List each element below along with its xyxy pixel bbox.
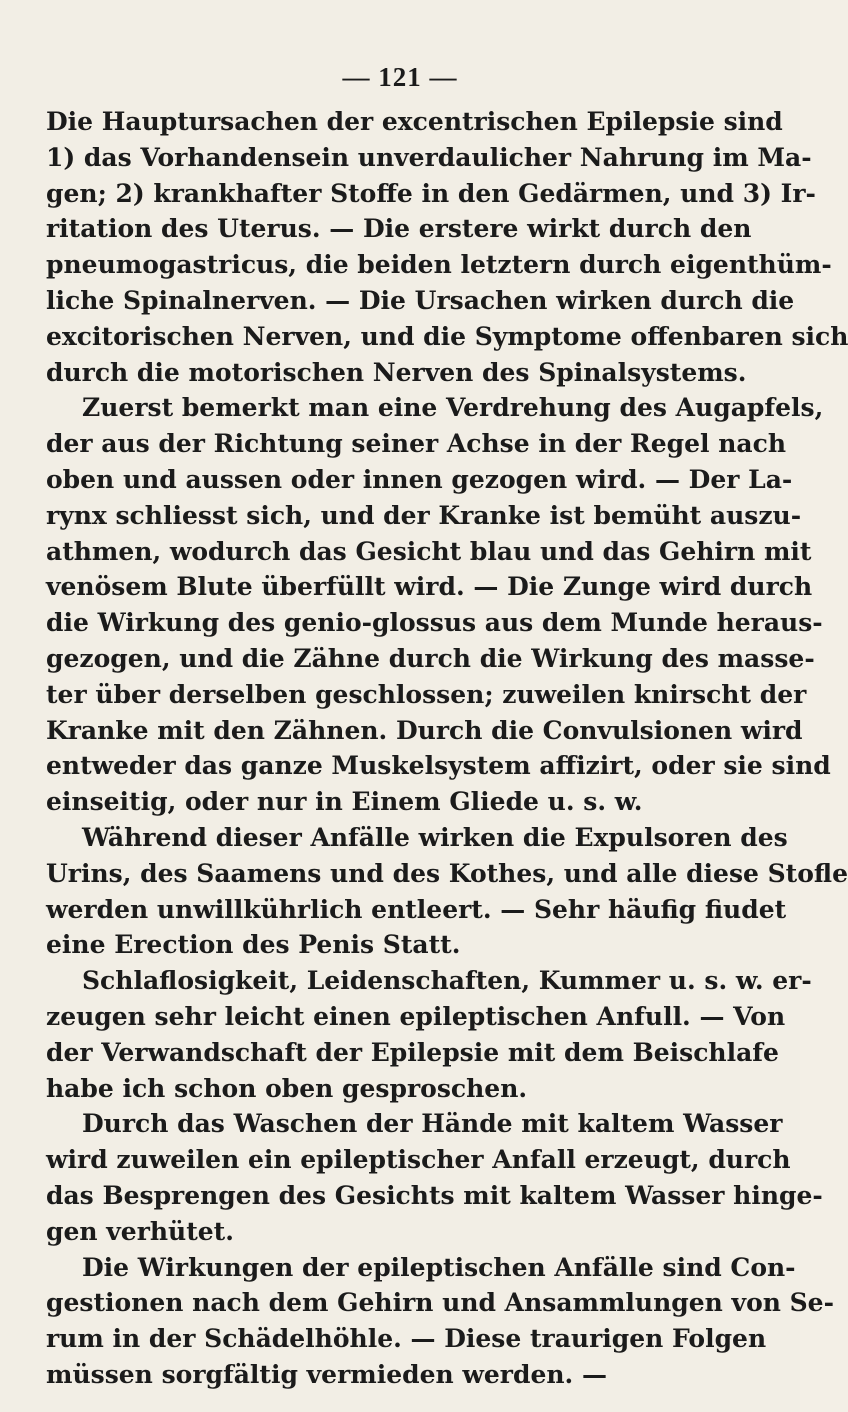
text-line: zeugen sehr leicht einen epileptischen Anfull. — Von <box>46 1001 786 1031</box>
text-line: athmen, wodurch das Gesicht blau und das Gehirn mit <box>46 536 812 566</box>
text-line: Durch das Waschen der Hände mit kaltem Wasser <box>82 1109 783 1139</box>
text-line: rynx schliesst sich, und der Kranke ist bemüht auszu- <box>46 500 802 530</box>
text-line: gen verhütet. <box>46 1216 234 1246</box>
text-line: durch die motorischen Nerven des Spinalsystems. <box>46 357 747 387</box>
text-line: Schlaflosigkeit, Leidenschaften, Kummer u. s. w. er- <box>82 966 812 996</box>
text-line: gestionen nach dem Gehirn und Ansammlungen von Se- <box>46 1288 834 1318</box>
text-line: gezogen, und die Zähne durch die Wirkung des masse- <box>46 643 815 673</box>
text-line: wird zuweilen ein epileptischer Anfall erzeugt, durch <box>46 1145 791 1175</box>
text-line: gen; 2) krankhafter Stoffe in den Gedärmen, und 3) Ir- <box>46 178 816 208</box>
text-line: das Besprengen des Gesichts mit kaltem Wasser hinge- <box>46 1180 823 1210</box>
text-line: Urins, des Saamens und des Kothes, und alle diese Stofle <box>46 858 848 888</box>
text-line: werden unwillkührlich entleert. — Sehr häufig fiudet <box>46 894 787 924</box>
text-line: einseitig, oder nur in Einem Gliede u. s. w. <box>46 787 643 817</box>
text-line: eine Erection des Penis Statt. <box>46 930 461 960</box>
text-line: entweder das ganze Muskelsystem affizirt, oder sie sind <box>46 751 831 781</box>
text-line: die Wirkung des genio-glossus aus dem Munde heraus- <box>46 608 823 638</box>
text-line: oben und aussen oder innen gezogen wird. — Der La- <box>46 464 793 494</box>
text-line: der Verwandschaft der Epilepsie mit dem Beischlafe <box>46 1037 779 1067</box>
text-line: ritation des Uterus. — Die erstere wirkt durch den <box>46 214 752 244</box>
page-number: — 121 — <box>342 62 458 92</box>
text-line: müssen sorgfältig vermieden werden. — <box>46 1359 607 1389</box>
text-line: 1) das Vorhandensein unverdaulicher Nahrung im Ma- <box>46 142 812 172</box>
text-line: Zuerst bemerkt man eine Verdrehung des Augapfels, <box>82 393 824 423</box>
text-line: liche Spinalnerven. — Die Ursachen wirken durch die <box>46 285 795 315</box>
text-line: venösem Blute überfüllt wird. — Die Zunge wird durch <box>46 572 813 602</box>
text-line: habe ich schon oben gesproschen. <box>46 1073 528 1103</box>
text-line: Während dieser Anfälle wirken die Expulsoren des <box>82 822 788 852</box>
body-text <box>46 104 848 1393</box>
text-line: der aus der Richtung seiner Achse in der Regel nach <box>46 429 787 459</box>
text-line: Die Wirkungen der epileptischen Anfälle sind Con- <box>82 1252 796 1282</box>
text-line: Kranke mit den Zähnen. Durch die Convulsionen wird <box>46 715 803 745</box>
text-line: Die Hauptursachen der excentrischen Epilepsie sind <box>46 107 783 136</box>
text-line: pneumogastricus, die beiden letztern durch eigenthüm- <box>46 250 832 280</box>
text-line: excitorischen Nerven, und die Symptome offenbaren sich <box>46 321 848 351</box>
text-line: rum in der Schädelhöhle. — Diese traurigen Folgen <box>46 1324 767 1354</box>
text-line: ter über derselben geschlossen; zuweilen knirscht der <box>46 679 807 709</box>
